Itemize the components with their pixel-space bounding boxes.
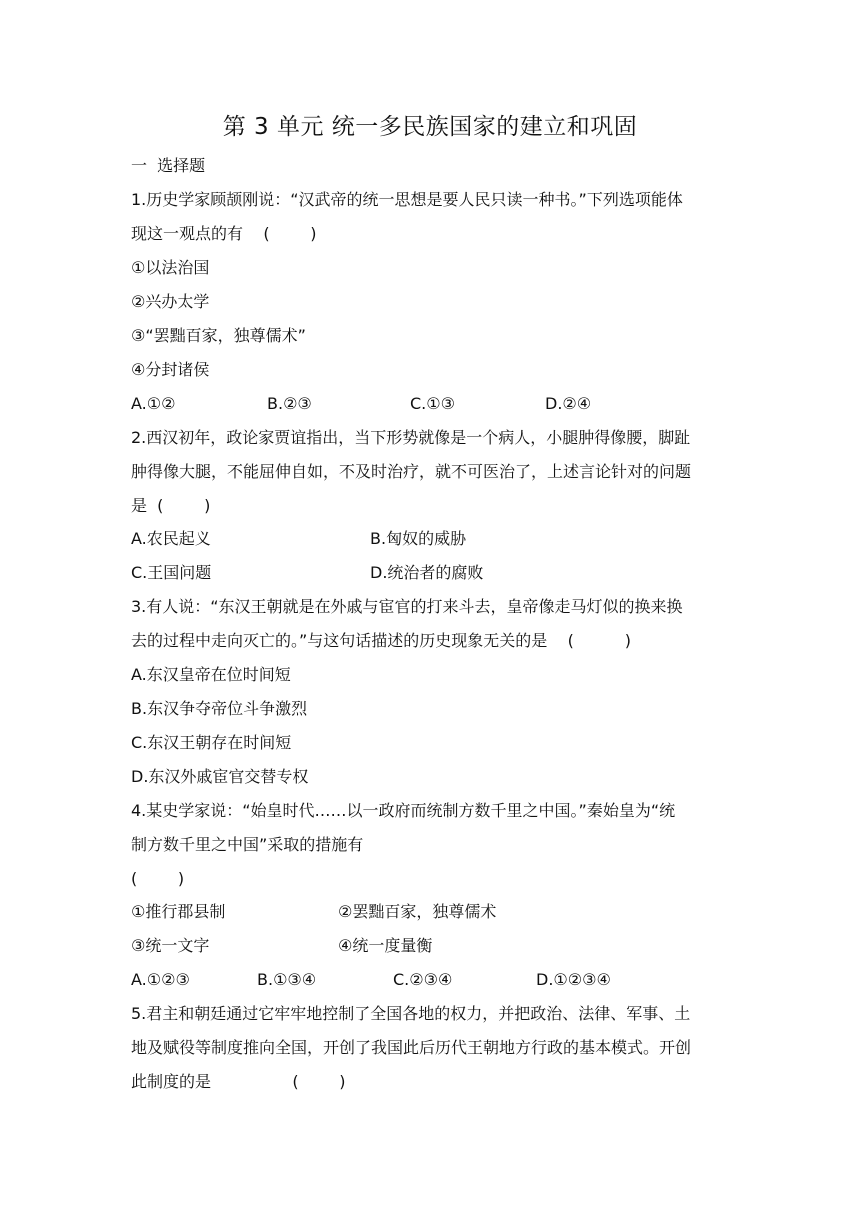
question-1-item-4: ④分封诸侯 xyxy=(131,360,210,379)
question-1-item-1: ①以法治国 xyxy=(131,258,210,277)
question-2-option-a: A.农民起义 xyxy=(131,529,211,548)
question-3-option-b: B.东汉争夺帝位斗争激烈 xyxy=(131,699,308,718)
question-1-option-c: C.①③ xyxy=(410,394,455,413)
question-2-option-d: D.统治者的腐败 xyxy=(370,563,484,582)
question-1-option-d: D.②④ xyxy=(545,394,592,413)
question-5-text-line-2: 地及赋役等制度推向全国，开创了我国此后历代王朝地方行政的基本模式。开创 xyxy=(131,1038,692,1057)
question-4-option-b: B.①③④ xyxy=(257,970,317,989)
question-4-text-line-3: ( ) xyxy=(131,869,185,888)
question-4-text-line-2: 制方数千里之中国”采取的措施有 xyxy=(131,835,364,854)
question-5-text-line-3: 此制度的是 ( ) xyxy=(131,1072,346,1091)
question-1-option-a: A.①② xyxy=(131,394,176,413)
question-4-item-4: ④统一度量衡 xyxy=(338,936,433,955)
question-4-option-c: C.②③④ xyxy=(393,970,453,989)
question-2-text-line-1: 2.西汉初年，政论家贾谊指出，当下形势就像是一个病人，小腿肿得像腰，脚趾 xyxy=(131,428,691,447)
question-3-option-a: A.东汉皇帝在位时间短 xyxy=(131,665,291,684)
question-3-option-d: D.东汉外戚宦官交替专权 xyxy=(131,767,309,786)
question-3-text-line-2: 去的过程中走向灭亡的。”与这句话描述的历史现象无关的是 ( ) xyxy=(131,631,631,650)
question-4-item-2: ②罢黜百家，独尊儒术 xyxy=(338,902,497,921)
question-2-option-b: B.匈奴的威胁 xyxy=(370,529,467,548)
question-4-option-a: A.①②③ xyxy=(131,970,190,989)
question-2-option-c: C.王国问题 xyxy=(131,563,212,582)
question-1-text-line-2: 现这一观点的有 ( ) xyxy=(131,224,317,243)
question-4-item-1: ①推行郡县制 xyxy=(131,902,226,921)
question-4-item-3: ③统一文字 xyxy=(131,936,210,955)
question-1-item-3: ③“罢黜百家，独尊儒术” xyxy=(131,326,306,345)
question-2-text-line-2: 肿得像大腿，不能屈伸自如，不及时治疗，就不可医治了，上述言论针对的问题 xyxy=(131,462,692,481)
question-1-option-b: B.②③ xyxy=(267,394,312,413)
section-heading: 一 选择题 xyxy=(131,156,206,175)
question-4-text-line-1: 4.某史学家说：“始皇时代……以一政府而统制方数千里之中国。”秦始皇为“统 xyxy=(131,801,676,820)
question-3-text-line-1: 3.有人说：“东汉王朝就是在外戚与宦官的打来斗去，皇帝像走马灯似的换来换 xyxy=(131,597,683,616)
question-2-text-line-3: 是 ( ) xyxy=(131,496,211,515)
question-4-option-d: D.①②③④ xyxy=(536,970,611,989)
question-5-text-line-1: 5.君主和朝廷通过它牢牢地控制了全国各地的权力，并把政治、法律、军事、土 xyxy=(131,1004,691,1023)
question-1-item-2: ②兴办太学 xyxy=(131,292,210,311)
document-title: 第 3 单元 统一多民族国家的建立和巩固 xyxy=(222,114,638,140)
question-3-option-c: C.东汉王朝存在时间短 xyxy=(131,733,292,752)
question-1-text-line-1: 1.历史学家顾颉刚说：“汉武帝的统一思想是要人民只读一种书。”下列选项能体 xyxy=(131,190,683,209)
